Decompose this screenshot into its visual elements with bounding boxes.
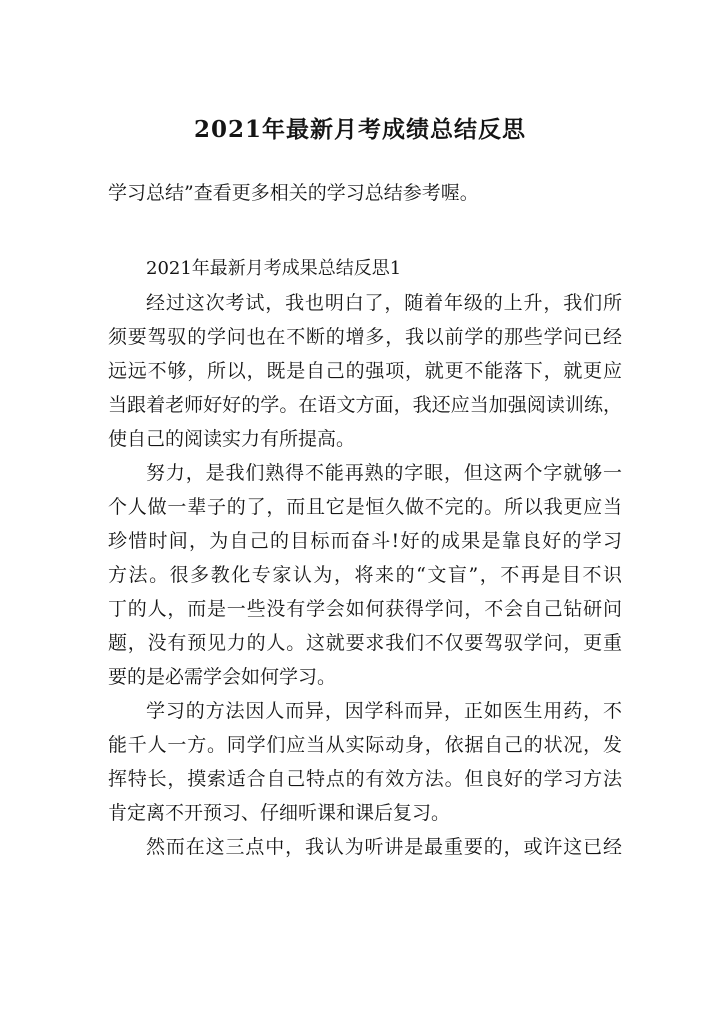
text-line: 然而在这三点中，我认为听讲是最重要的，或许这已经 <box>146 836 622 858</box>
paragraph-1 <box>108 286 622 456</box>
text-line: 肯定离不开预习、仔细听课和课后复习。 <box>108 802 451 824</box>
text-line: 个人做一辈子的了，而且它是恒久做不完的。所以我更应当 <box>108 496 622 518</box>
text-line: 当跟着老师好好的学。在语文方面，我还应当加强阅读训练， <box>108 394 622 416</box>
paragraph-4 <box>108 830 622 864</box>
document-title: 2021年最新月考成绩总结反思 <box>193 116 526 143</box>
text-line: 挥特长，摸索适合自己特点的有效方法。但良好的学习方法 <box>108 768 622 790</box>
section-heading: 2021年最新月考成果总结反思1 <box>146 258 402 279</box>
text-line: 丁的人，而是一些没有学会如何获得学问，不会自己钻研问 <box>108 598 622 620</box>
text-line: 须要驾驭的学问也在不断的增多，我以前学的那些学问已经 <box>108 326 622 348</box>
text-line: 题，没有预见力的人。这就要求我们不仅要驾驭学问，更重 <box>108 632 622 654</box>
paragraph-3 <box>108 694 622 830</box>
text-line: 经过这次考试，我也明白了，随着年级的上升，我们所 <box>146 292 622 314</box>
text-line: 努力，是我们熟得不能再熟的字眼，但这两个字就够一 <box>146 462 622 484</box>
text-line: 珍惜时间，为自己的目标而奋斗!好的成果是靠良好的学习 <box>108 530 622 552</box>
document-body <box>108 252 622 864</box>
text-line: 使自己的阅读实力有所提高。 <box>108 428 356 450</box>
text-line: 能千人一方。同学们应当从实际动身，依据自己的状况，发 <box>108 734 622 756</box>
text-line: 要的是必需学会如何学习。 <box>108 666 337 688</box>
text-line: 方法。很多教化专家认为，将来的“文盲”，不再是目不识 <box>108 564 622 586</box>
text-line: 学习的方法因人而异，因学科而异，正如医生用药，不 <box>146 700 622 722</box>
intro-line: 学习总结”查看更多相关的学习总结参考喔。 <box>108 182 479 204</box>
paragraph-2 <box>108 456 622 694</box>
text-line: 远远不够，所以，既是自己的强项，就更不能落下，就更应 <box>108 360 622 382</box>
